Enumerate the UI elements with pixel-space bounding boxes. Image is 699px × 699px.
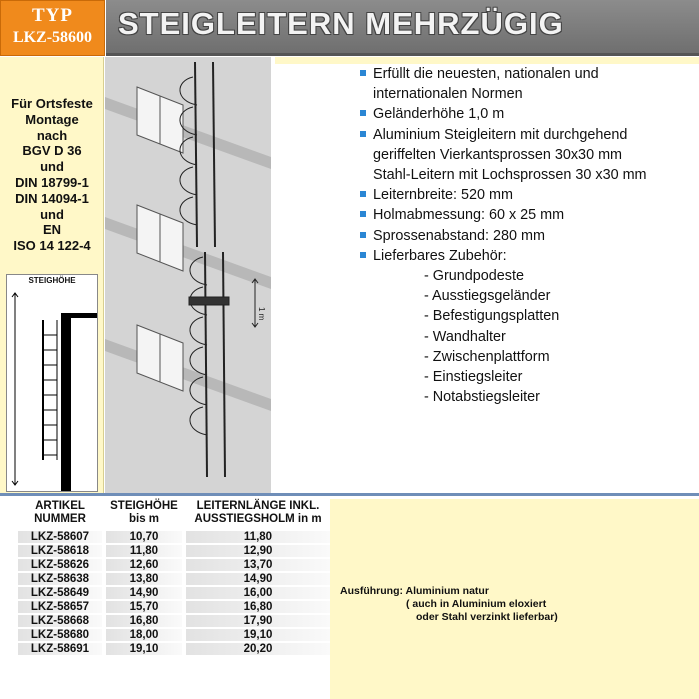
header-steighoehe-line: STEIGHÖHE: [110, 500, 178, 512]
header-leiternlaenge-line: LEITERNLÄNGE INKL.: [196, 500, 320, 512]
cell-steighoehe: 18,00: [106, 629, 182, 641]
cell-steighoehe: 11,80: [106, 545, 182, 557]
header-leiternlaenge: [186, 500, 330, 526]
header-artikel: [18, 500, 102, 526]
building-illustration: [105, 57, 275, 493]
feature-item: Holmabmessung: 60 x 25 mm: [360, 205, 695, 225]
norm-line: DIN 18799-1: [15, 174, 89, 190]
cell-artikel: LKZ-58657: [18, 601, 102, 613]
table-row: [0, 545, 330, 557]
feature-item: Sprossenabstand: 280 mm: [360, 226, 695, 246]
cell-artikel: LKZ-58680: [18, 629, 102, 641]
accessory-item: - Notabstiegsleiter: [424, 389, 540, 406]
norm-line: ISO 14 122-4: [13, 238, 91, 254]
table-row: [0, 615, 330, 627]
cell-laenge: 17,90: [186, 615, 330, 627]
feature-item: Leiternbreite: 520 mm: [360, 185, 695, 205]
cell-laenge: 11,80: [186, 531, 330, 543]
execution-note: [340, 585, 558, 624]
type-badge: [0, 0, 105, 56]
norm-line: Montage: [25, 111, 79, 127]
cell-artikel: LKZ-58626: [18, 559, 102, 571]
feature-item: Aluminium Steigleitern mit durchgehend: [360, 125, 695, 145]
window: [137, 87, 183, 391]
feature-list: [360, 64, 695, 407]
cell-laenge: 13,70: [186, 559, 330, 571]
execution-line: Ausführung: Aluminium natur: [340, 585, 489, 597]
table-row: [0, 629, 330, 641]
cell-laenge: 12,90: [186, 545, 330, 557]
feature-item-continuation: geriffelten Vierkantsprossen 30x30 mm: [373, 146, 623, 163]
norm-line: und: [40, 206, 64, 222]
norm-line: DIN 14094-1: [15, 190, 89, 206]
cell-steighoehe: 10,70: [106, 531, 182, 543]
norm-info: [0, 96, 104, 254]
cell-steighoehe: 15,70: [106, 601, 182, 613]
norm-line: Für Ortsfeste: [11, 96, 93, 111]
dimension-label: 1 m: [257, 307, 266, 321]
header-steighoehe-line: bis m: [128, 513, 160, 525]
header-leiternlaenge-line: AUSSTIEGSHOLM in m: [194, 513, 322, 525]
table-row: [0, 601, 330, 613]
feature-item-continuation: internationalen Normen: [373, 86, 523, 103]
norm-line: BGV D 36: [22, 143, 82, 159]
table-row: [0, 643, 330, 655]
cell-laenge: 16,00: [186, 587, 330, 599]
feature-item-continuation: Stahl-Leitern mit Lochsprossen 30 x30 mm: [373, 167, 647, 184]
cell-laenge: 20,20: [186, 643, 330, 655]
building-ladder-illustration: [105, 57, 275, 498]
feature-item: Lieferbares Zubehör:: [360, 246, 695, 266]
table-row: [0, 573, 330, 585]
steighoehe-diagram: [6, 274, 98, 492]
page-title: STEIGLEITERN MEHRZÜGIG: [118, 6, 564, 41]
table-row: [0, 559, 330, 571]
cell-artikel: LKZ-58691: [18, 643, 102, 655]
cell-artikel: LKZ-58638: [18, 573, 102, 585]
cell-artikel: LKZ-58649: [18, 587, 102, 599]
type-code: LKZ-58600: [12, 29, 93, 46]
accessory-item: - Zwischenplattform: [424, 348, 550, 365]
accessory-item: - Grundpodeste: [424, 268, 524, 285]
norm-line: EN: [42, 222, 62, 238]
header-artikel-line: NUMMER: [34, 513, 86, 525]
cell-laenge: 14,90: [186, 573, 330, 585]
feature-item: Erfüllt die neuesten, nationalen und: [360, 64, 695, 84]
cell-laenge: 16,80: [186, 601, 330, 613]
steighoehe-label: STEIGHÖHE: [28, 276, 76, 285]
ladder-side-diagram: [7, 275, 97, 491]
execution-line: ( auch in Aluminium eloxiert: [406, 598, 547, 610]
norm-line: und: [40, 159, 64, 175]
execution-line: oder Stahl verzinkt lieferbar): [416, 611, 558, 623]
cell-steighoehe: 13,80: [106, 573, 182, 585]
accessory-item: - Wandhalter: [424, 328, 506, 345]
type-label: TYP: [32, 5, 73, 26]
cell-laenge: 19,10: [186, 629, 330, 641]
cell-artikel: LKZ-58668: [18, 615, 102, 627]
cell-steighoehe: 19,10: [106, 643, 182, 655]
cell-steighoehe: 14,90: [106, 587, 182, 599]
feature-item: Geländerhöhe 1,0 m: [360, 104, 695, 124]
table-row: [0, 531, 330, 543]
cell-artikel: LKZ-58607: [18, 531, 102, 543]
norm-line: nach: [36, 127, 68, 143]
accessory-item: - Einstiegsleiter: [424, 369, 523, 386]
accessory-item: - Ausstiegsgeländer: [424, 288, 551, 305]
table-row: [0, 587, 330, 599]
cell-steighoehe: 16,80: [106, 615, 182, 627]
accessory-item: - Befestigungsplatten: [424, 308, 560, 325]
cell-steighoehe: 12,60: [106, 559, 182, 571]
header-artikel-line: ARTIKEL: [35, 500, 85, 512]
header-steighoehe: [106, 500, 182, 526]
cell-artikel: LKZ-58618: [18, 545, 102, 557]
